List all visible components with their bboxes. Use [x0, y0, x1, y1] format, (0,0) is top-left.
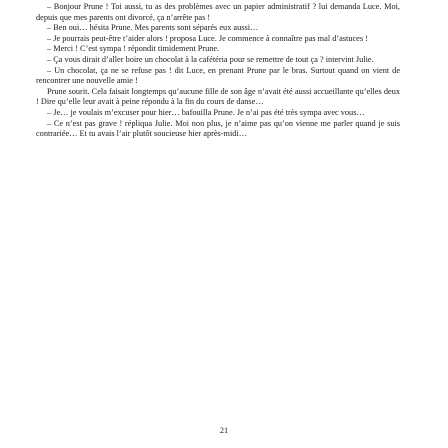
page-number: 21 [219, 426, 229, 435]
paragraph: Prune sourit. Cela faisait longtemps qu’aucune fille de son âge n’avait été aussi accueillante qu’elles deux ! Dire qu’elle leur avait à peine répondu à la fin du cours de danse… [36, 86, 400, 107]
paragraph: – Ce n’est pas grave ! répliqua Julie. Moi non plus, je n’aime pas qu’on vienne me parler quand je suis contrariée… Et tu avais l’air plutôt soucieuse hier après-midi… [36, 118, 400, 139]
paragraph: – Merci ! C’est sympa ! répondit timidement Prune. [47, 44, 220, 54]
paragraph: – Un chocolat, ça ne se refuse pas ! dit Luce, en prenant Prune par le bras. Surtout quand on vient de rencontrer une nouvelle amie ! [36, 65, 400, 86]
paragraph: – Je… je voulais m’excuser pour hier… bafouilla Prune. Je n’ai pas été très sympa avec vous… [47, 107, 365, 117]
paragraph: – Ça vous dirait d’aller boire un chocolat à la cafétéria pour se remettre de tout ça ? intervint Julie. [47, 54, 374, 64]
story-text [36, 2, 400, 140]
paragraph: – Ben oui… hésita Prune. Mes parents sont séparés eux aussi… [47, 23, 259, 33]
paragraph: – Je pourrais peut-être t’aider alors ! proposa Luce. Je commence à connaître pas mal d’astuces ! [47, 33, 368, 43]
paragraph: – Bonjour Prune ! Toi aussi, tu as des problèmes avec un papier administratif ? lui demanda Luce. Moi, depuis que mes parents ont divorcé, ça n’arrête pas ! [36, 2, 400, 22]
